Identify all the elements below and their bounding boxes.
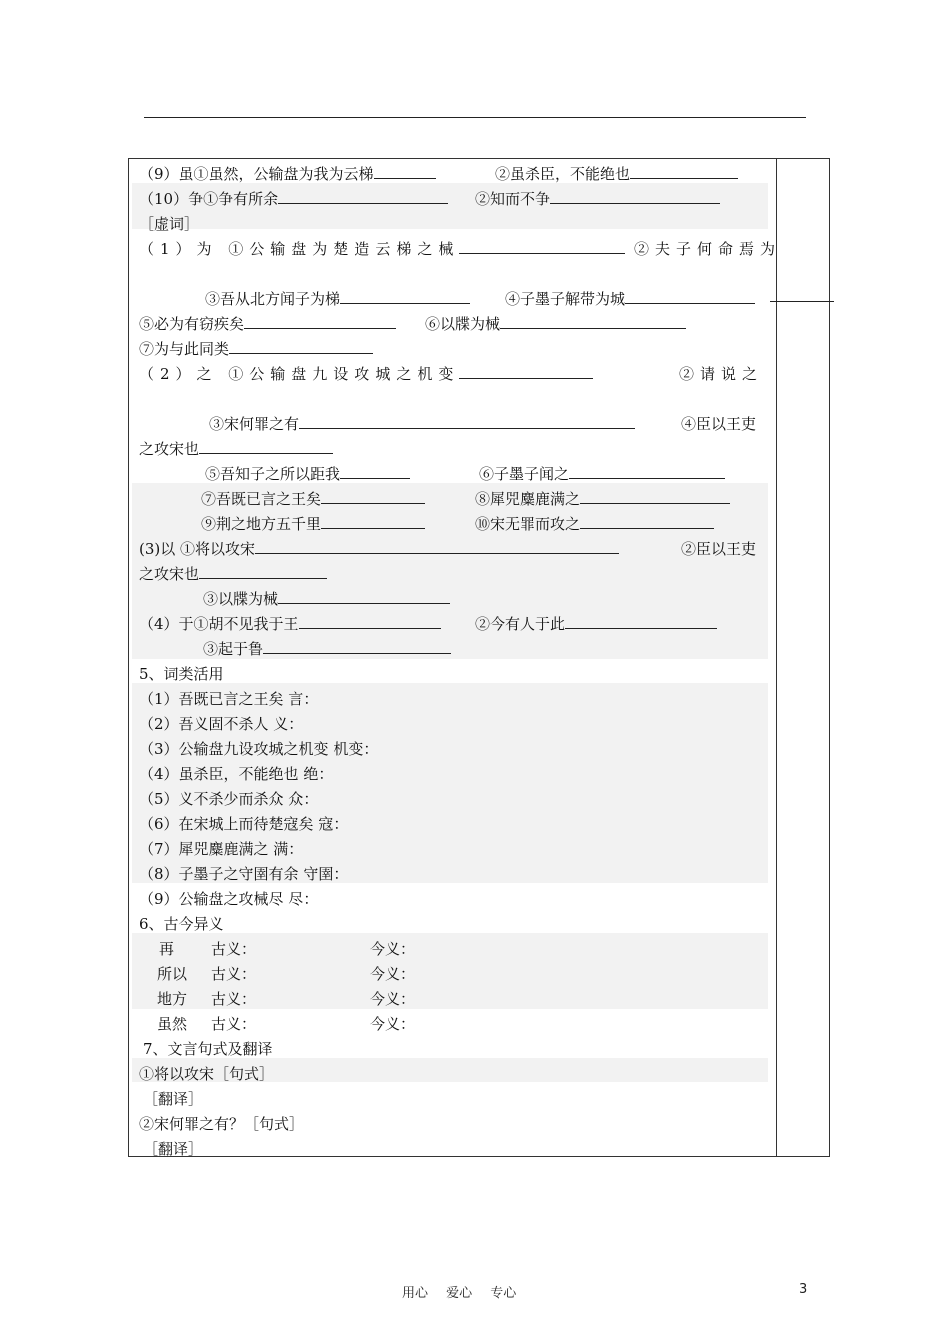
text-line: ⑦为与此同类 bbox=[139, 339, 373, 359]
answer-blank[interactable] bbox=[278, 189, 448, 204]
text-line: ②请说之 bbox=[679, 365, 764, 383]
answer-blank[interactable] bbox=[321, 489, 425, 504]
text-line: ⑥以牒为械 bbox=[425, 314, 686, 334]
list-item: ②宋何罪之有？［句式］ bbox=[139, 1115, 305, 1133]
text-line: ⑧犀兕麋鹿满之 bbox=[475, 489, 730, 509]
answer-blank[interactable] bbox=[565, 614, 717, 629]
list-item: （6）在宋城上而待楚寇矣 寇： bbox=[139, 815, 349, 833]
text-line: ⑩宋无罪而攻之 bbox=[475, 514, 714, 534]
term-label: 今义： bbox=[370, 1015, 416, 1033]
worksheet-table bbox=[128, 158, 830, 1157]
answer-blank[interactable] bbox=[321, 514, 425, 529]
answer-blank[interactable] bbox=[459, 364, 593, 379]
text-line: ③吾从北方闻子为梯 bbox=[205, 289, 470, 309]
overflow-blank-line bbox=[770, 301, 834, 302]
answer-blank[interactable] bbox=[580, 489, 730, 504]
text-line: ②知而不争 bbox=[475, 189, 720, 209]
text-line: （9）虽①虽然，公输盘为我为云梯 bbox=[139, 164, 436, 184]
answer-blank[interactable] bbox=[340, 464, 410, 479]
text-line: ④子墨子解带为城 bbox=[505, 289, 755, 309]
list-item: （5）义不杀少而杀众 众： bbox=[139, 790, 319, 808]
list-item: （4）虽杀臣，不能绝也 绝： bbox=[139, 765, 334, 783]
answer-blank[interactable] bbox=[263, 639, 451, 654]
term-label: 古义： bbox=[211, 940, 257, 958]
term-label: 再 bbox=[159, 940, 175, 958]
list-item: ①将以攻宋［句式］ bbox=[139, 1065, 275, 1083]
text-line: ③宋何罪之有 bbox=[209, 414, 635, 434]
text-line: ③起于鲁 bbox=[203, 639, 451, 659]
text-line: ⑥子墨子闻之 bbox=[479, 464, 725, 484]
text-line: （2）之 ①公输盘九设攻城之机变 bbox=[139, 364, 593, 384]
header-rule bbox=[144, 117, 806, 118]
text-line: ②夫子何命焉为 bbox=[634, 240, 782, 258]
text-line: ②虽杀臣，不能绝也 bbox=[495, 164, 738, 184]
footer-motto: 用心 爱心 专心 bbox=[402, 1286, 517, 1301]
text-line: ④臣以王吏 bbox=[681, 415, 757, 433]
text-line: ②今有人于此 bbox=[475, 614, 717, 634]
text-line: (3)以 ①将以攻宋 bbox=[139, 539, 619, 559]
term-label: 地方 bbox=[157, 990, 188, 1008]
column-divider bbox=[776, 159, 777, 1156]
text-line: ⑦吾既已言之王矣 bbox=[201, 489, 425, 509]
text-line: ⑨荆之地方五千里 bbox=[201, 514, 425, 534]
section-heading: 5、词类活用 bbox=[139, 665, 224, 683]
answer-blank[interactable] bbox=[569, 464, 725, 479]
term-label: 古义： bbox=[211, 990, 257, 1008]
term-label: 古义： bbox=[211, 1015, 257, 1033]
answer-blank[interactable] bbox=[278, 589, 450, 604]
section-heading: 6、古今异义 bbox=[139, 915, 224, 933]
term-label: 古义： bbox=[211, 965, 257, 983]
term-label: 所以 bbox=[157, 965, 188, 983]
text-line: ⑤吾知子之所以距我 bbox=[205, 464, 410, 484]
answer-blank[interactable] bbox=[229, 339, 373, 354]
list-item: （3）公输盘九设攻城之机变 机变： bbox=[139, 740, 379, 758]
list-item: （9）公输盘之攻械尽 尽： bbox=[139, 890, 319, 908]
text-line: （10）争①争有所余 bbox=[139, 189, 448, 209]
answer-blank[interactable] bbox=[374, 164, 436, 179]
answer-blank[interactable] bbox=[255, 539, 619, 554]
answer-blank[interactable] bbox=[630, 164, 738, 179]
text-line: ③以牒为械 bbox=[203, 589, 450, 609]
text-line: （1）为 ①公输盘为楚造云梯之械 bbox=[139, 239, 625, 259]
list-item: ［翻译］ bbox=[143, 1140, 204, 1158]
answer-blank[interactable] bbox=[244, 314, 396, 329]
term-label: 虽然 bbox=[157, 1015, 188, 1033]
section-heading: ［虚词］ bbox=[139, 215, 200, 233]
list-item: （2）吾义固不杀人 义： bbox=[139, 715, 304, 733]
answer-blank[interactable] bbox=[199, 439, 333, 454]
answer-blank[interactable] bbox=[299, 614, 441, 629]
answer-blank[interactable] bbox=[500, 314, 686, 329]
term-label: 今义： bbox=[370, 990, 416, 1008]
text-line: ⑤必为有窃疾矣 bbox=[139, 314, 396, 334]
text-line: ②臣以王吏 bbox=[681, 540, 757, 558]
list-item: （1）吾既已言之王矣 言： bbox=[139, 690, 319, 708]
list-item: （7）犀兕麋鹿满之 满： bbox=[139, 840, 304, 858]
answer-blank[interactable] bbox=[550, 189, 720, 204]
text-line: 之攻宋也 bbox=[139, 439, 333, 459]
answer-blank[interactable] bbox=[459, 239, 625, 254]
answer-blank[interactable] bbox=[340, 289, 470, 304]
answer-blank[interactable] bbox=[199, 564, 327, 579]
list-item: （8）子墨子之守圉有余 守圉： bbox=[139, 865, 349, 883]
list-item: ［翻译］ bbox=[143, 1090, 204, 1108]
answer-blank[interactable] bbox=[625, 289, 755, 304]
text-line: 之攻宋也 bbox=[139, 564, 327, 584]
term-label: 今义： bbox=[370, 965, 416, 983]
page-number: 3 bbox=[799, 1282, 808, 1297]
answer-blank[interactable] bbox=[299, 414, 635, 429]
answer-blank[interactable] bbox=[580, 514, 714, 529]
text-line: （4）于①胡不见我于王 bbox=[139, 614, 441, 634]
section-heading: 7、文言句式及翻译 bbox=[143, 1040, 273, 1058]
term-label: 今义： bbox=[370, 940, 416, 958]
